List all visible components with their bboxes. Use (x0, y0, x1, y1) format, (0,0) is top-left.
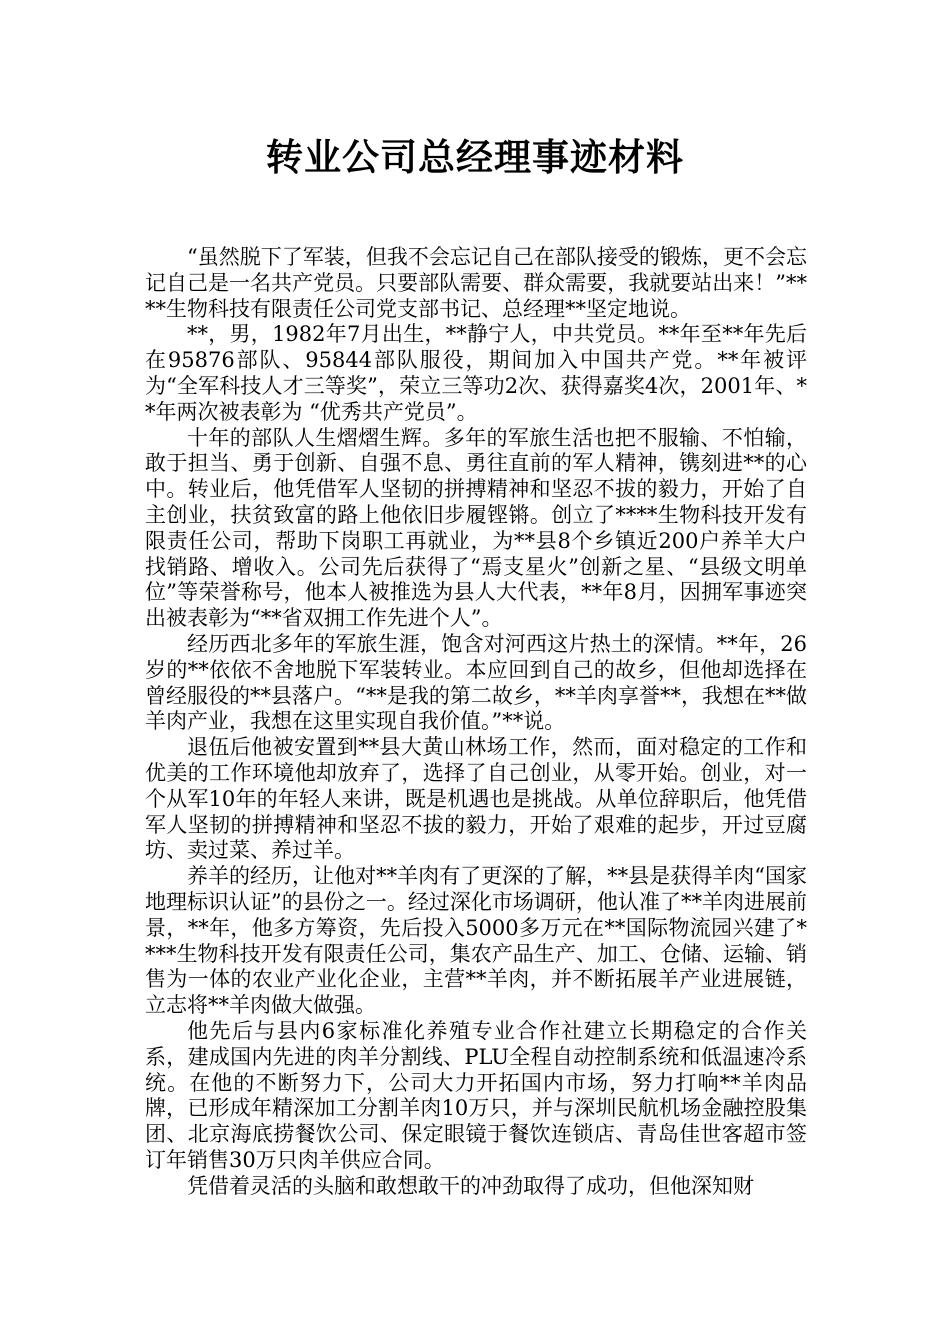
paragraph: 十年的部队人生熠熠生辉。多年的军旅生活也把不服输、不怕输，敢于担当、勇于创新、自强不息、勇往直前的军人精神，镌刻进**的心中。转业后，他凭借军人坚韧的拼搏精神和坚忍不拔的毅力，开始了自主创业，扶贫致富的路上他依旧步履铿锵。创立了****生物科技开发有限责任公司，帮助下岗职工再就业，为**县8个乡镇近200户养羊大户找销路、增收入。公司先后获得了“焉支星火”创新之星、“县级文明单位”等荣誉称号，他本人被推选为县人大代表，**年8月，因拥军事迹突出被表彰为“**省双拥工作先进个人”。 (145, 425, 807, 631)
document-title: 转业公司总经理事迹材料 (266, 136, 684, 179)
paragraph: 退伍后他被安置到**县大黄山林场工作，然而，面对稳定的工作和优美的工作环境他却放弃了，选择了自己创业，从零开始。创业，对一个从军10年的年轻人来讲，既是机遇也是挑战。从单位辞职后，他凭借军人坚韧的拼搏精神和坚忍不拔的毅力，开始了艰难的起步，开过豆腐坊、卖过菜、养过羊。 (145, 735, 807, 863)
paragraph: **，男，1982年7月出生，**静宁人，中共党员。**年至**年先后在95876部队、95844部队服役，期间加入中国共产党。**年被评为“全军科技人才三等奖”，荣立三等功2次、获得嘉奖4次，2001年、**年两次被表彰为 “优秀共产党员”。 (145, 322, 807, 424)
paragraph: 他先后与县内6家标准化养殖专业合作社建立长期稳定的合作关系，建成国内先进的肉羊分割线、PLU全程自动控制系统和低温速冷系统。在他的不断努力下，公司大力开拓国内市场，努力打响**羊肉品牌，已形成年精深加工分割羊肉10万只，并与深圳民航机场金融控股集团、北京海底捞餐饮公司、保定眼镜于餐饮连锁店、青岛佳世客超市签订年销售30万只肉羊供应合同。 (145, 1018, 807, 1172)
paragraph: 凭借着灵活的头脑和敢想敢干的冲劲取得了成功，但他深知财 (187, 1173, 754, 1198)
paragraph: 养羊的经历，让他对**羊肉有了更深的了解，**县是获得羊肉“国家地理标识认证”的县份之一。经过深化市场调研，他认准了**羊肉进展前景，**年，他多方筹资，先后投入5000多万元在**国际物流园兴建了****生物科技开发有限责任公司，集农产品生产、加工、仓储、运输、销售为一体的农业产业化企业，主营**羊肉，并不断拓展羊产业进展链，立志将**羊肉做大做强。 (145, 864, 807, 1018)
document-body (145, 245, 807, 1199)
paragraph: “虽然脱下了军装，但我不会忘记自己在部队接受的锻炼，更不会忘记自己是一名共产党员。只要部队需要、群众需要，我就要站出来！”****生物科技有限责任公司党支部书记、总经理**坚定地说。 (145, 245, 807, 321)
paragraph: 经历西北多年的军旅生涯，饱含对河西这片热土的深情。**年，26岁的**依依不舍地脱下军装转业。本应回到自己的故乡，但他却选择在曾经服役的**县落户。“**是我的第二故乡，**羊肉享誉**，我想在**做羊肉产业，我想在这里实现自我价值。”**说。 (145, 631, 807, 734)
